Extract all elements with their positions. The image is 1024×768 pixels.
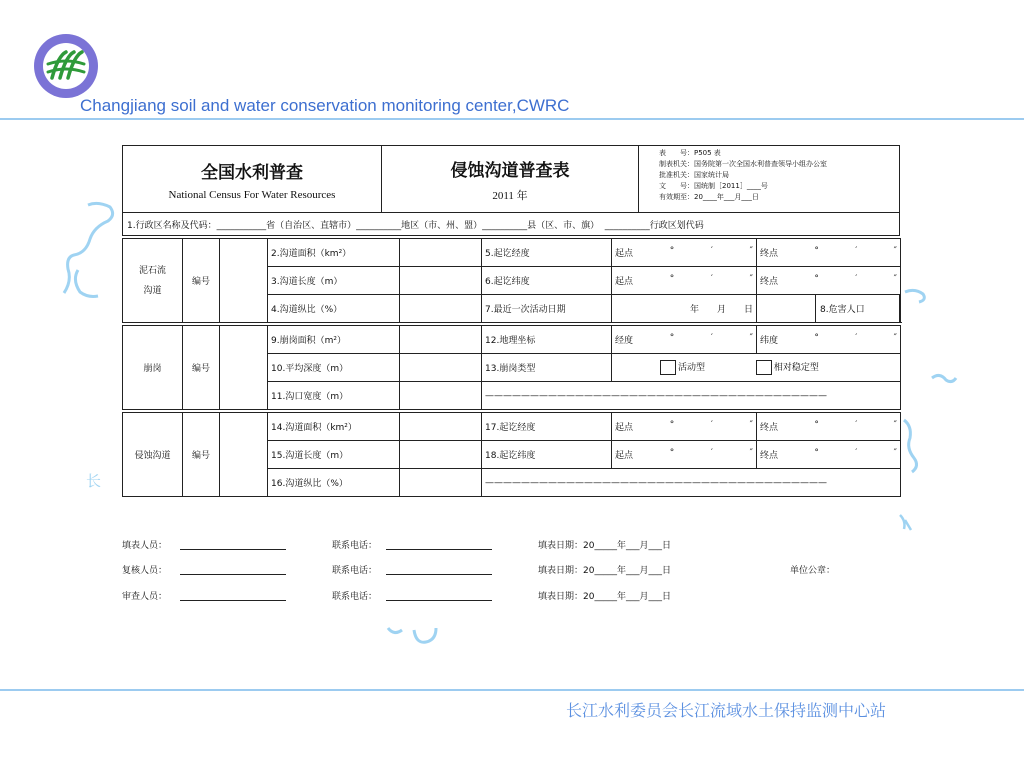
field-label: 11.沟口宽度（m）	[268, 382, 400, 410]
code-label: 编号	[183, 239, 220, 323]
form-meta-cell	[639, 146, 899, 212]
field-label: 9.崩岗面积（m²）	[268, 326, 400, 354]
field-label: 8.危害人口	[815, 295, 899, 322]
start-coord-field[interactable]: 起点 ° ′ ″	[612, 267, 757, 295]
table-name-cell	[382, 146, 639, 212]
field-label: 13.崩岗类型	[482, 354, 612, 382]
fill-date[interactable]: 填表日期：20_____年___月___日	[538, 541, 671, 551]
meta-line: 批准机关：国家统计局	[659, 171, 729, 179]
section-name: 崩岗	[123, 326, 183, 410]
section-erosion-gully	[122, 412, 901, 497]
field-label: 7.最近一次活动日期	[482, 295, 612, 323]
phone-field[interactable]	[386, 563, 492, 575]
region-code-row: 1.行政区名称及代码：___________省（自治区、直辖市）__________地区（市、州、盟）__________县（区、市、旗） __________行政区划代码	[122, 212, 900, 236]
census-title-cell	[123, 146, 382, 212]
table-year: 2011 年	[492, 189, 528, 202]
stable-type-checkbox[interactable]	[756, 360, 772, 375]
filler-label: 填表人员：	[122, 541, 168, 551]
header-organization-name: Changjiang soil and water conservation monitoring center,CWRC	[80, 96, 570, 115]
blank-line: ——————————————————————————————————————	[482, 469, 901, 497]
field-label: 4.沟道纵比（%）	[268, 295, 400, 323]
filler-field[interactable]	[180, 538, 286, 550]
endangered-population-field[interactable]	[899, 295, 900, 322]
endangered-population-cell	[757, 295, 901, 323]
field-value[interactable]	[400, 326, 482, 354]
auditor-label: 审查人员：	[122, 592, 168, 602]
census-title-zh: 全国水利普查	[201, 162, 303, 183]
unit-seal-label: 单位公章：	[790, 566, 836, 576]
section-name: 侵蚀沟道	[123, 413, 183, 497]
field-value[interactable]	[400, 295, 482, 323]
end-coord-field[interactable]: 终点 ° ′ ″	[757, 413, 901, 441]
meta-line: 有效期至：20____年___月___日	[659, 193, 759, 201]
field-label: 3.沟道长度（m）	[268, 267, 400, 295]
field-value[interactable]	[400, 239, 482, 267]
blank-line: ——————————————————————————————————————	[482, 382, 901, 410]
field-label: 12.地理坐标	[482, 326, 612, 354]
code-value-field[interactable]	[220, 239, 268, 323]
end-coord-field[interactable]: 终点 ° ′ ″	[757, 267, 901, 295]
start-coord-field[interactable]: 起点 ° ′ ″	[612, 239, 757, 267]
auditor-field[interactable]	[180, 589, 286, 601]
table-name: 侵蚀沟道普查表	[450, 160, 570, 181]
section-debris-flow	[122, 238, 901, 323]
meta-line: 表 号：P505 表	[659, 149, 721, 157]
field-label: 16.沟道纵比（%）	[268, 469, 400, 497]
stable-type-label: 相对稳定型	[773, 363, 819, 373]
end-coord-field[interactable]: 终点 ° ′ ″	[757, 239, 901, 267]
field-value[interactable]	[400, 267, 482, 295]
reviewer-field[interactable]	[180, 563, 286, 575]
organization-logo	[34, 34, 98, 98]
field-label: 6.起讫纬度	[482, 267, 612, 295]
meta-line: 制表机关：国务院第一次全国水利普查领导小组办公室	[659, 160, 827, 168]
header-divider	[0, 118, 1024, 120]
field-label: 15.沟道长度（m）	[268, 441, 400, 469]
field-label: 14.沟道面积（km²）	[268, 413, 400, 441]
latitude-field[interactable]: 纬度 ° ′ ″	[757, 326, 901, 354]
collapse-type-options	[612, 354, 901, 382]
active-type-label: 活动型	[678, 363, 706, 373]
start-coord-field[interactable]: 起点 ° ′ ″	[612, 441, 757, 469]
longitude-field[interactable]: 经度 ° ′ ″	[612, 326, 757, 354]
field-value[interactable]	[400, 354, 482, 382]
fill-date[interactable]: 填表日期：20_____年___月___日	[538, 592, 671, 602]
field-label: 10.平均深度（m）	[268, 354, 400, 382]
field-value[interactable]	[400, 469, 482, 497]
section-collapse-gully	[122, 325, 901, 410]
code-value-field[interactable]	[220, 326, 268, 410]
census-form	[122, 145, 900, 497]
phone-field[interactable]	[386, 538, 492, 550]
section-name: 泥石流 沟道	[123, 239, 183, 323]
logo-plant-icon	[34, 34, 98, 98]
code-value-field[interactable]	[220, 413, 268, 497]
end-coord-field[interactable]: 终点 ° ′ ″	[757, 441, 901, 469]
code-label: 编号	[183, 326, 220, 410]
field-label: 5.起讫经度	[482, 239, 612, 267]
field-value[interactable]	[400, 382, 482, 410]
field-value[interactable]	[400, 441, 482, 469]
start-coord-field[interactable]: 起点 ° ′ ″	[612, 413, 757, 441]
phone-label: 联系电话：	[332, 592, 378, 602]
field-label: 2.沟道面积（km²）	[268, 239, 400, 267]
fill-date[interactable]: 填表日期：20_____年___月___日	[538, 566, 671, 576]
active-type-checkbox[interactable]	[660, 360, 676, 375]
census-title-en: National Census For Water Resources	[168, 188, 336, 201]
reviewer-label: 复核人员：	[122, 566, 168, 576]
field-label: 17.起讫经度	[482, 413, 612, 441]
phone-label: 联系电话：	[332, 541, 378, 551]
svg-text:长: 长	[86, 472, 102, 490]
footer-divider	[0, 689, 1024, 691]
form-title-row	[122, 145, 900, 212]
field-value[interactable]	[400, 413, 482, 441]
footer-organization-name: 长江水利委员会长江流域水土保持监测中心站	[566, 701, 887, 720]
activity-date-field[interactable]: 年 月 日	[612, 295, 757, 323]
code-label: 编号	[183, 413, 220, 497]
meta-line: 文 号：国统制［2011］____号	[659, 182, 768, 190]
field-label: 18.起讫纬度	[482, 441, 612, 469]
phone-label: 联系电话：	[332, 566, 378, 576]
phone-field[interactable]	[386, 589, 492, 601]
